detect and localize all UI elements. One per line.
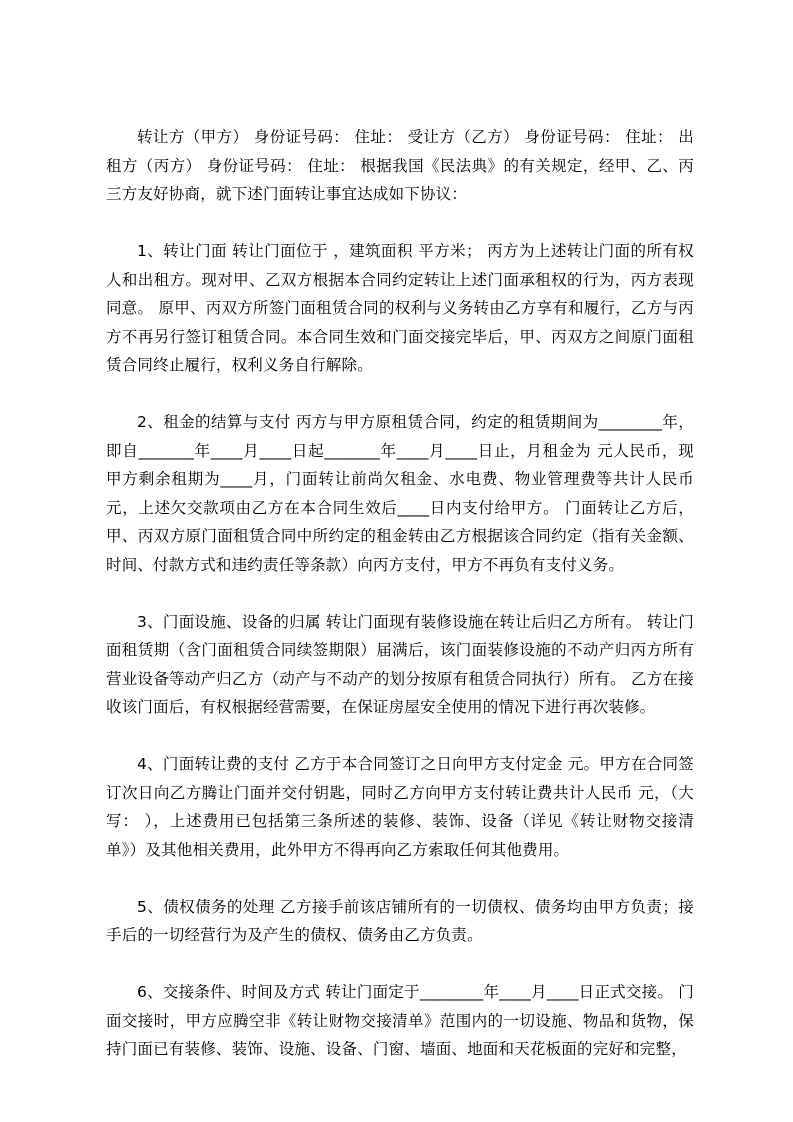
paragraph-clause-1: 1、转让门面 转让门面位于 ，建筑面积 平方米； 丙方为上述转让门面的所有权人和出租方。现对甲、乙双方根据本合同约定转让上述门面承租权的行为，丙方表现同意。 原甲、丙双方所签门面租赁合同的权利与义务转由乙方享有和履行，乙方与丙方不再另行签订租赁合同。本合同生效和门面交接完毕后，甲、丙双方之间原门面租赁合同终止履行，权利义务自行解除。 xyxy=(106,242,694,374)
paragraph-gap xyxy=(106,722,694,751)
document-body xyxy=(106,123,694,1064)
paragraph-clause-2: 2、租金的结算与支付 丙方与甲方原租赁合同，约定的租赁期间为________年，即自_______年____月____日起_______年____月____日止，月租金为 元人民币，现甲方剩余租期为____月，门面转让前尚欠租金、水电费、物业管理费等共计人民币 元，上述欠交款项由乙方在本合同生效后____日内支付给甲方。 门面转让乙方后，甲、丙双方原门面租赁合同中所约定的租金转由乙方根据该合同约定（指有关金额、时间、付款方式和违约责任等条款）向丙方支付，甲方不再负有支付义务。 xyxy=(106,413,694,574)
paragraph-gap xyxy=(106,209,694,238)
paragraph-parties: 转让方（甲方） 身份证号码： 住址： 受让方（乙方） 身份证号码： 住址： 出租方（丙方） 身份证号码： 住址： 根据我国《民法典》的有关规定，经甲、乙、丙三方友好协商，就下述门面转让事宜达成如下协议： xyxy=(106,128,694,203)
paragraph-gap xyxy=(106,864,694,893)
paragraph-gap xyxy=(106,579,694,608)
paragraph-clause-6: 6、交接条件、时间及方式 转让门面定于________年____月____日正式交接。 门面交接时，甲方应腾空非《转让财物交接清单》范围内的一切设施、物品和货物，保持门面已有装修、装饰、设施、设备、门窗、墙面、地面和天花板面的完好和完整， xyxy=(106,983,694,1058)
paragraph-clause-5: 5、债权债务的处理 乙方接手前该店铺所有的一切债权、债务均由甲方负责；接手后的一切经营行为及产生的债权、债务由乙方负责。 xyxy=(106,897,694,944)
paragraph-clause-4: 4、门面转让费的支付 乙方于本合同签订之日向甲方支付定金 元。甲方在合同签订次日向乙方腾让门面并交付钥匙，同时乙方向甲方支付转让费共计人民币 元，（大写： ），上述费用已包括第三条所述的装修、装饰、设备（详见《转让财物交接清单》）及其他相关费用，此外甲方不得再向乙方索取任何其他费用。 xyxy=(106,755,694,859)
paragraph-gap xyxy=(106,380,694,409)
paragraph-clause-3: 3、门面设施、设备的归属 转让门面现有装修设施在转让后归乙方所有。 转让门面租赁期（含门面租赁合同续签期限）届满后，该门面装修设施的不动产归丙方所有营业设备等动产归乙方（动产与不动产的划分按原有租赁合同执行）所有。 乙方在接收该门面后，有权根据经营需要，在保证房屋安全使用的情况下进行再次装修。 xyxy=(106,612,694,716)
paragraph-gap xyxy=(106,950,694,979)
